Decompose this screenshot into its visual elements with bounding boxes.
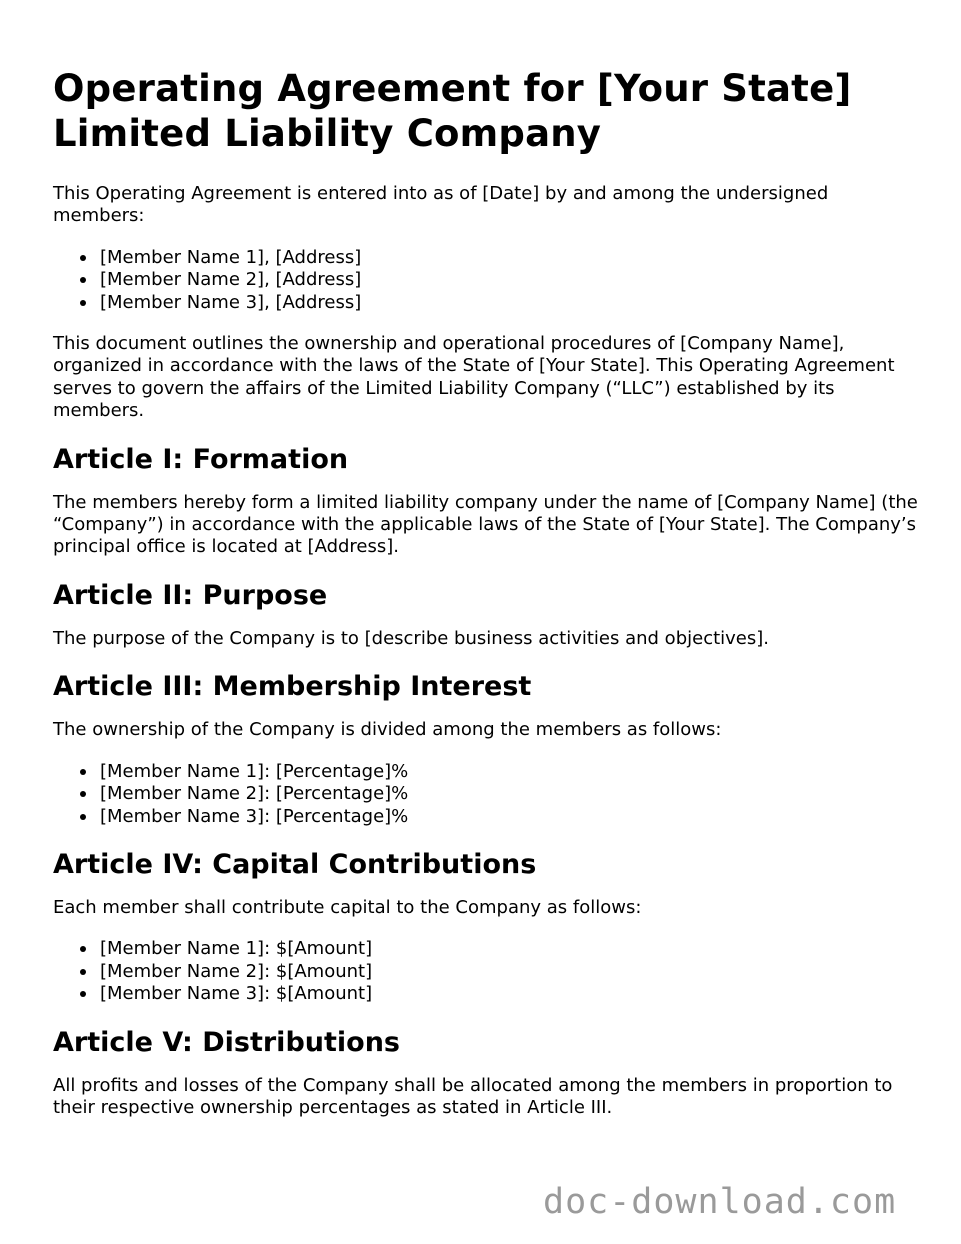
article-text: The purpose of the Company is to [describe business activities and objectives]. (53, 627, 769, 649)
list-item: [Member Name 1]: $[Amount] (100, 938, 923, 960)
watermark: doc-download.com (543, 1182, 897, 1222)
list-item: [Member Name 1]: [Percentage]% (100, 761, 923, 783)
membership-list (53, 761, 923, 828)
list-item: [Member Name 2]: $[Amount] (100, 961, 923, 983)
members-list (53, 247, 923, 314)
article-heading: Article V: Distributions (53, 1026, 400, 1058)
intro-paragraph: This Operating Agreement is entered into as of [Date] by and among the undersigned members: (53, 183, 829, 227)
list-item: [Member Name 3], [Address] (100, 292, 923, 314)
list-item: [Member Name 3]: $[Amount] (100, 983, 923, 1005)
article-text: Each member shall contribute capital to the Company as follows: (53, 896, 642, 918)
article-text: The members hereby form a limited liability company under the name of [Company Name] (the “Company”) in accordance with the applicable laws of the State of [Your State]. The Company’s principal office is located at [Address]. (53, 491, 918, 558)
article-membership (53, 670, 923, 828)
article-heading: Article I: Formation (53, 443, 349, 475)
document-title: Operating Agreement for [Your State] Limited Liability Company (53, 67, 852, 155)
list-item: [Member Name 3]: [Percentage]% (100, 806, 923, 828)
list-item: [Member Name 1], [Address] (100, 247, 923, 269)
article-distributions (53, 1026, 923, 1120)
capital-list (53, 938, 923, 1005)
article-heading: Article IV: Capital Contributions (53, 848, 537, 880)
article-formation (53, 443, 923, 559)
article-text: The ownership of the Company is divided among the members as follows: (53, 719, 722, 741)
list-item: [Member Name 2], [Address] (100, 269, 923, 291)
article-purpose (53, 579, 923, 650)
article-capital (53, 848, 923, 1006)
document-page (53, 66, 923, 1138)
overview-paragraph: This document outlines the ownership and operational procedures of [Company Name], organized in accordance with the laws of the State of [Your State]. This Operating Agreement serves to govern the affairs of the Limited Liability Company (“LLC”) established by its members. (53, 333, 895, 422)
article-text: All profits and losses of the Company shall be allocated among the members in proportion to their respective ownership percentages as stated in Article III. (53, 1074, 893, 1118)
list-item: [Member Name 2]: [Percentage]% (100, 783, 923, 805)
article-heading: Article II: Purpose (53, 579, 328, 611)
article-heading: Article III: Membership Interest (53, 671, 532, 703)
